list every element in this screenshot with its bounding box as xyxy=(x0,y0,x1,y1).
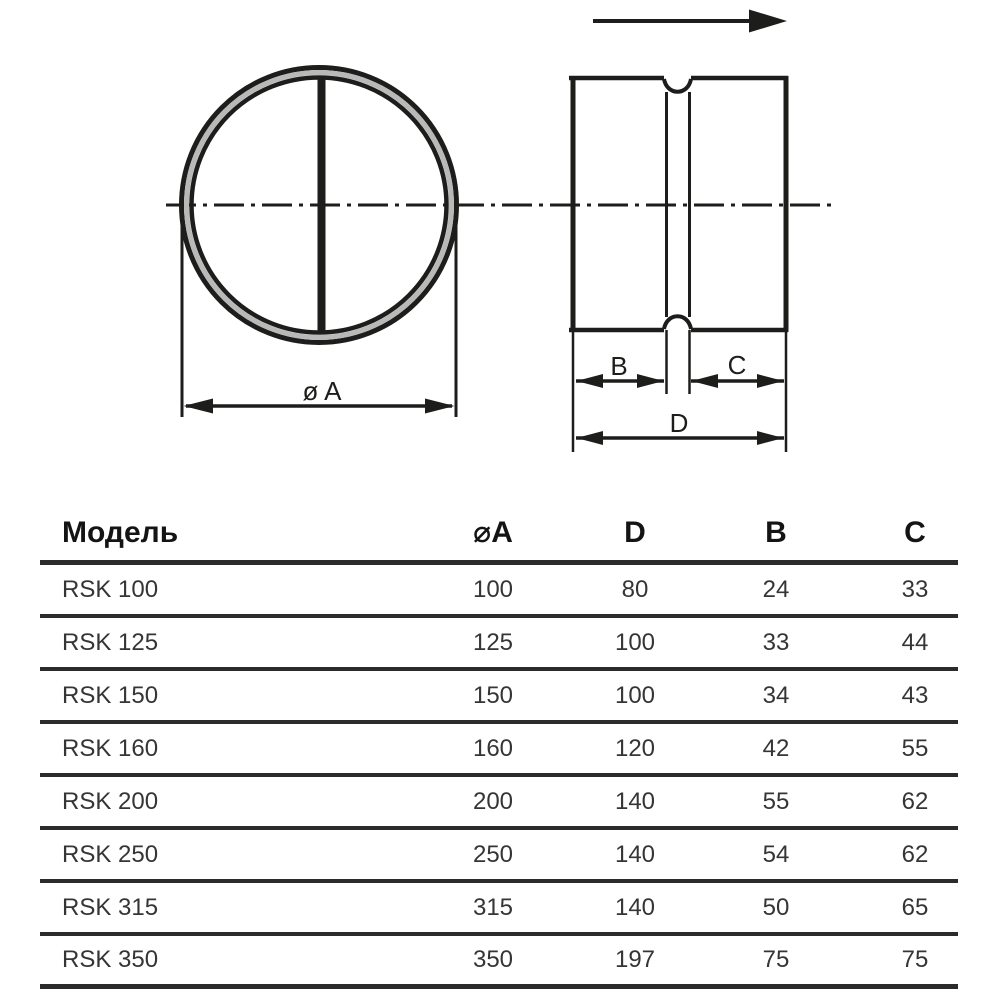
cell-model: RSK 160 xyxy=(62,734,159,762)
col-header-c: C xyxy=(904,515,926,549)
cell-model: RSK 200 xyxy=(62,787,159,815)
cell-a: 200 xyxy=(472,787,514,815)
cell-c: 44 xyxy=(901,628,929,656)
table-body xyxy=(40,565,958,989)
cell-c: 55 xyxy=(901,734,929,762)
table-row xyxy=(40,618,958,671)
dim-label-diameter-a: ø A xyxy=(302,376,342,406)
table-row xyxy=(40,671,958,724)
cell-model: RSK 250 xyxy=(62,840,159,868)
cell-model: RSK 315 xyxy=(62,893,159,921)
cell-c: 33 xyxy=(901,575,929,603)
technical-drawing xyxy=(0,0,1000,470)
col-header-diameter-a: ⌀A xyxy=(473,516,513,549)
cell-a: 350 xyxy=(472,946,514,973)
cell-b: 75 xyxy=(762,946,790,973)
cell-d: 80 xyxy=(621,575,649,603)
cell-c: 75 xyxy=(901,946,929,973)
cell-a: 125 xyxy=(472,628,514,656)
cell-b: 42 xyxy=(762,734,790,762)
cell-b: 33 xyxy=(762,628,790,656)
cell-b: 50 xyxy=(762,893,790,921)
cell-a: 100 xyxy=(472,575,514,603)
flow-direction-arrow-icon xyxy=(593,10,787,33)
dim-label-b: B xyxy=(610,351,628,381)
cell-d: 140 xyxy=(614,787,656,815)
cell-b: 55 xyxy=(762,787,790,815)
cell-d: 100 xyxy=(614,628,656,656)
cell-d: 100 xyxy=(614,681,656,709)
col-header-model: Модель xyxy=(62,515,179,549)
cell-b: 34 xyxy=(762,681,790,709)
cell-c: 65 xyxy=(901,893,929,921)
cell-d: 120 xyxy=(614,734,656,762)
table-header-row xyxy=(40,505,958,565)
bead-groove-bottom xyxy=(664,316,691,329)
col-header-d: D xyxy=(624,515,646,549)
dimensions-table xyxy=(40,505,958,989)
col-header-b: B xyxy=(765,515,787,549)
table-row xyxy=(40,777,958,830)
cell-a: 315 xyxy=(472,893,514,921)
dimension-d xyxy=(576,408,784,445)
cell-model: RSK 150 xyxy=(62,681,159,709)
cell-a: 250 xyxy=(472,840,514,868)
table-row xyxy=(40,565,958,618)
cell-model: RSK 125 xyxy=(62,628,159,656)
table-row xyxy=(40,830,958,883)
cell-b: 24 xyxy=(762,575,790,603)
cell-a: 150 xyxy=(472,681,514,709)
cell-b: 54 xyxy=(762,840,790,868)
cell-c: 62 xyxy=(901,787,929,815)
dim-label-c: C xyxy=(727,350,747,380)
cell-model: RSK 350 xyxy=(62,946,159,973)
bead-groove-top xyxy=(664,79,691,92)
cell-c: 43 xyxy=(901,681,929,709)
cell-model: RSK 100 xyxy=(62,575,159,603)
cell-a: 160 xyxy=(472,734,514,762)
cell-d: 140 xyxy=(614,840,656,868)
cell-d: 140 xyxy=(614,893,656,921)
dimension-c xyxy=(691,350,784,388)
table-row xyxy=(40,883,958,936)
table-row xyxy=(40,724,958,777)
cell-d: 197 xyxy=(614,946,656,973)
cell-c: 62 xyxy=(901,840,929,868)
dim-label-d: D xyxy=(669,408,689,438)
table-row xyxy=(40,936,958,989)
dimension-b xyxy=(576,351,664,388)
